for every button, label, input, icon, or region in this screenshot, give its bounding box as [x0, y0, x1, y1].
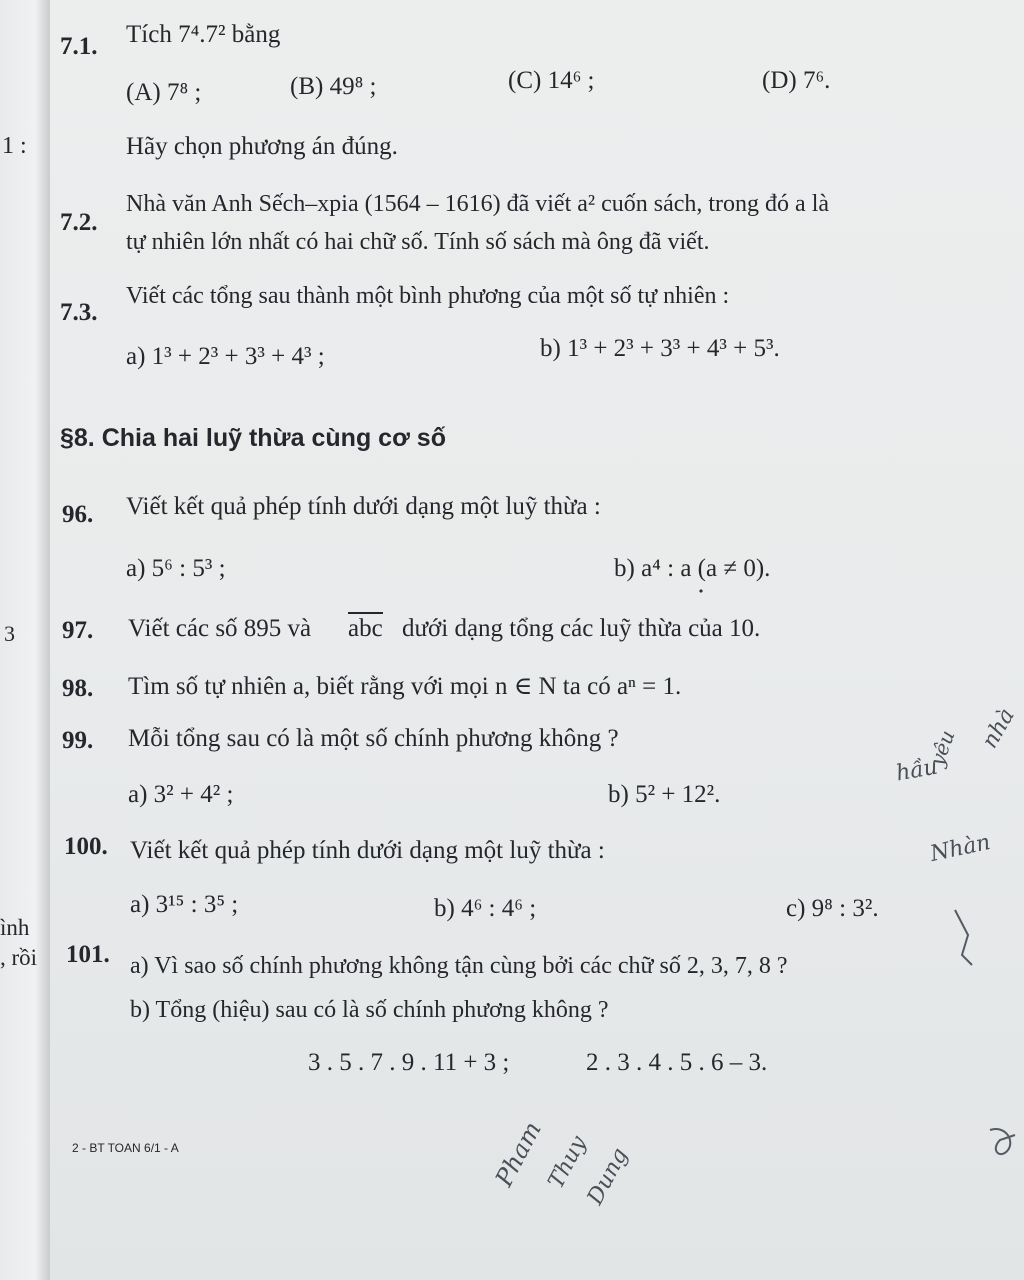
problem-101-expression-1: 3 . 5 . 7 . 9 . 11 + 3 ;: [308, 1049, 510, 1076]
problem-96-number: 96.: [62, 501, 94, 528]
problem-97-number: 97.: [62, 617, 94, 644]
problem-7-3-number: 7.3.: [60, 299, 98, 326]
section-heading: §8. Chia hai luỹ thừa cùng cơ số: [60, 424, 446, 452]
handwriting-note-1: hầu: [894, 754, 940, 787]
pen-scribble-2: [990, 1129, 1015, 1154]
problem-7-1-option-a: (A) 7⁸ ;: [126, 79, 202, 106]
problem-99-number: 99.: [62, 727, 94, 754]
handwriting-signature-3: Dung: [582, 1144, 634, 1209]
margin-text-4: , rồi: [0, 945, 38, 970]
problem-96-stem: Viết kết quả phép tính dưới dạng một luỹ thừa :: [126, 493, 601, 520]
problem-7-1-stem: Tích 7⁴.7² bằng: [126, 21, 281, 48]
problem-99-part-b: b) 5² + 12².: [608, 781, 721, 808]
margin-text-3: ình: [0, 915, 30, 940]
handwriting-note-2: nhà: [977, 704, 1020, 753]
problem-7-3-stem: Viết các tổng sau thành một bình phương của một số tự nhiên :: [126, 283, 730, 309]
problem-98-text: Tìm số tự nhiên a, biết rằng với mọi n ∈ N ta có aⁿ = 1.: [128, 673, 682, 700]
problem-97-abc-overline: abc: [348, 612, 383, 641]
problem-96-part-b: b) a⁴ : a (a ≠ 0).: [614, 555, 771, 582]
problem-100-part-a: a) 3¹⁵ : 3⁵ ;: [130, 891, 239, 918]
pen-marks: [50, 0, 1024, 1280]
dot-mark: [700, 590, 702, 592]
problem-7-1-option-d: (D) 7⁶.: [762, 67, 831, 94]
problem-101-part-b: b) Tổng (hiệu) sau có là số chính phương không ?: [130, 997, 609, 1023]
handwriting-note-3: yêu: [924, 726, 960, 770]
handwriting-signature-1: Pham: [489, 1117, 547, 1191]
problem-7-3-part-b: b) 1³ + 2³ + 3³ + 4³ + 5³.: [540, 335, 780, 362]
problem-100-part-b: b) 4⁶ : 4⁶ ;: [434, 895, 537, 922]
textbook-page: [50, 0, 1024, 1280]
problem-101-expression-2: 2 . 3 . 4 . 5 . 6 – 3.: [586, 1049, 768, 1076]
problem-100-number: 100.: [64, 833, 108, 860]
problem-100-stem: Viết kết quả phép tính dưới dạng một luỹ thừa :: [130, 837, 605, 864]
problem-98-number: 98.: [62, 675, 94, 702]
left-page-edge: [0, 0, 51, 1280]
handwriting-signature-2: Thuy: [543, 1132, 592, 1193]
problem-97-text-after: dưới dạng tổng các luỹ thừa của 10.: [402, 615, 761, 642]
margin-text-2: 3: [4, 621, 15, 646]
page-footer: 2 - BT TOAN 6/1 - A: [72, 1141, 179, 1155]
problem-7-1-option-b: (B) 49⁸ ;: [290, 73, 377, 100]
problem-7-2-line-1: Nhà văn Anh Sếch–xpia (1564 – 1616) đã viết a² cuốn sách, trong đó a là: [126, 191, 830, 217]
handwriting-note-4: Nhàn: [928, 829, 993, 868]
problem-7-3-part-a: a) 1³ + 2³ + 3³ + 4³ ;: [126, 343, 325, 370]
problem-7-1-instruction: Hãy chọn phương án đúng.: [126, 133, 398, 160]
margin-text-1: 1 :: [2, 133, 27, 159]
problem-7-1-option-c: (C) 14⁶ ;: [508, 67, 595, 94]
problem-99-stem: Mỗi tổng sau có là một số chính phương không ?: [128, 725, 619, 752]
problem-7-2-number: 7.2.: [60, 209, 98, 236]
problem-99-part-a: a) 3² + 4² ;: [128, 781, 234, 808]
problem-101-part-a: a) Vì sao số chính phương không tận cùng bởi các chữ số 2, 3, 7, 8 ?: [130, 953, 788, 979]
problem-7-1-number: 7.1.: [60, 33, 98, 60]
problem-97-text-before: Viết các số 895 và: [128, 615, 312, 642]
problem-100-part-c: c) 9⁸ : 3².: [786, 895, 879, 922]
pen-scribble-1: [955, 910, 972, 965]
problem-101-number: 101.: [66, 941, 110, 968]
problem-96-part-a: a) 5⁶ : 5³ ;: [126, 555, 226, 582]
problem-7-2-line-2: tự nhiên lớn nhất có hai chữ số. Tính số sách mà ông đã viết.: [126, 229, 710, 255]
